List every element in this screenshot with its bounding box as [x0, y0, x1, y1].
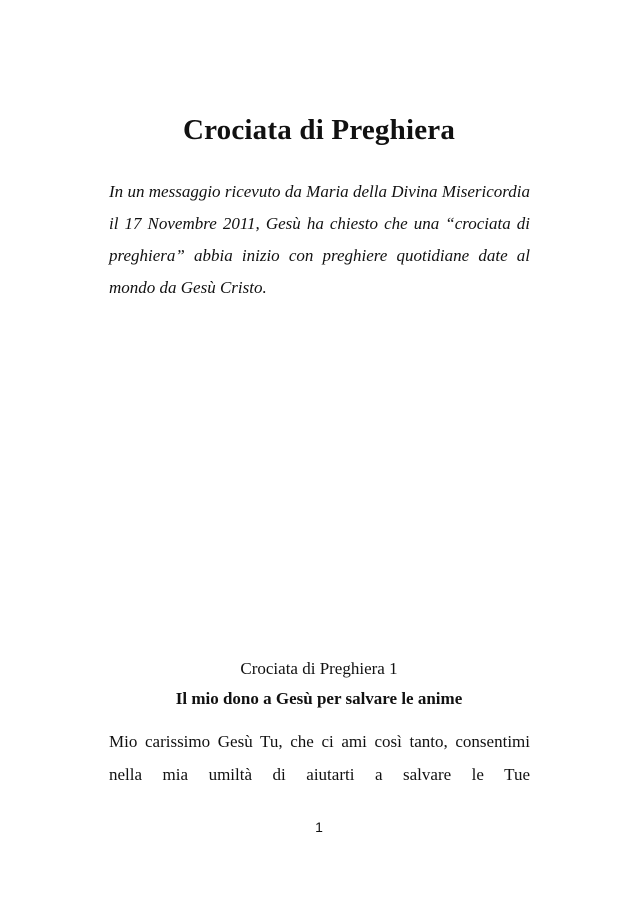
document-title: Crociata di Preghiera [182, 114, 456, 146]
page-number: 1 [315, 819, 323, 835]
prayer-subtitle: Il mio dono a Gesù per salvare le anime [175, 689, 463, 708]
prayer-heading: Crociata di Preghiera 1 [240, 659, 398, 678]
prayer-body: Mio carissimo Gesù Tu, che ci ami così tanto, consentimi nella mia umiltà di aiutarti a salvare le Tue [109, 732, 530, 784]
intro-paragraph: In un messaggio ricevuto da Maria della Divina Misericordia il 17 Novembre 2011, Gesù ha chiesto che una “crociata di preghiera” abbia inizio con preghiere quotidiane date al mondo da Gesù Cristo. [109, 182, 530, 297]
